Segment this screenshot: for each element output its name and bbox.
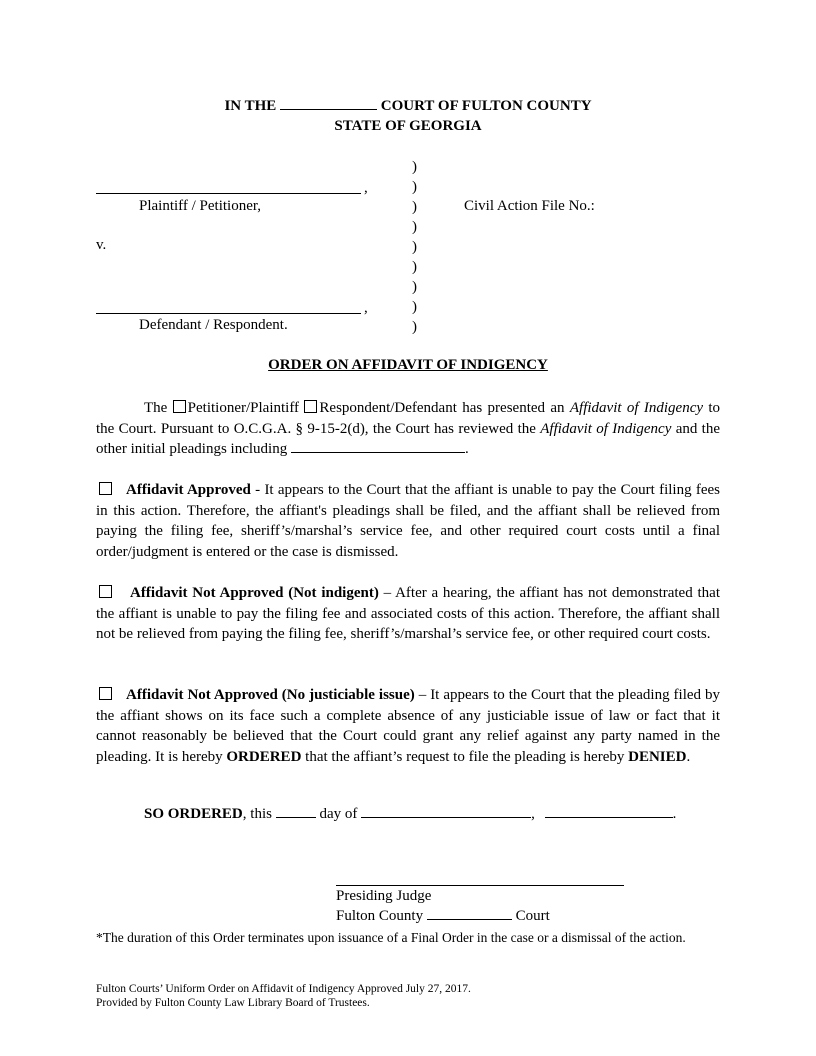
footer-line2: Provided by Fulton County Law Library Board of Trustees.	[96, 997, 370, 1009]
month-blank	[361, 817, 531, 818]
caption-parentheses	[412, 157, 422, 337]
so-ordered-this: , this	[242, 806, 272, 822]
approved-text: - It appears to the Court that the affiant is unable to pay the Court filing fees in this action. Therefore, the affiant's pleadings shall be filed, and the affiant shall be relieved from paying the filing fee, sheriff’s/marshal’s service fee, and other required court costs until a final order/judgment is entered or the case is dismissed.	[96, 482, 721, 560]
state-line: STATE OF GEORGIA	[334, 118, 482, 134]
defendant-name-blank	[96, 300, 361, 314]
day-blank	[276, 817, 316, 818]
affidavit-title-italic-2: Affidavit of Indigency	[540, 420, 672, 437]
intro-paragraph	[96, 398, 720, 460]
fulton-county-label: Fulton County	[336, 908, 424, 924]
respondent-checkbox[interactable]	[304, 400, 317, 413]
page-footer	[96, 982, 471, 1010]
paren: )	[412, 179, 417, 195]
pleadings-blank	[291, 452, 465, 453]
defendant-comma: ,	[364, 300, 368, 316]
approved-checkbox[interactable]	[99, 482, 112, 495]
court-name-blank	[280, 109, 377, 110]
affidavit-title-italic: Affidavit of Indigency	[569, 400, 704, 416]
court-type-blank	[427, 919, 512, 920]
day-of-label: day of	[319, 806, 358, 822]
intro-text1: has presented an	[462, 400, 565, 416]
presiding-judge-label: Presiding Judge	[336, 888, 432, 904]
no-issue-end: .	[686, 748, 691, 765]
no-issue-text1: – It appears to the Court that the pleading filed by the affiant shows on its face such a complete absence of any justiciable issue of law or fact that it cannot reasonably be believed that the Court could grant any relief against any party named in the pleading. It is hereby	[96, 687, 720, 765]
plaintiff-comma: ,	[364, 180, 368, 196]
so-ordered-end: .	[672, 806, 677, 822]
intro-the: The	[144, 400, 168, 416]
intro-end: .	[464, 441, 469, 457]
paren: )	[412, 159, 417, 175]
petitioner-option: Petitioner/Plaintiff	[187, 400, 300, 416]
header-prefix: IN THE	[224, 98, 277, 114]
not-indigent-title: Affidavit Not Approved (Not indigent)	[130, 585, 379, 601]
paren: )	[412, 239, 417, 255]
footnote: *The duration of this Order terminates upon issuance of a Final Order in the case or a dismissal of the action.	[96, 930, 686, 945]
denied-emphasis: DENIED	[628, 748, 687, 765]
no-issue-text2: that the affiant’s request to file the pleading is hereby	[305, 748, 625, 765]
year-blank	[545, 817, 673, 818]
petitioner-checkbox[interactable]	[173, 400, 186, 413]
option-not-indigent	[96, 583, 720, 645]
intro-text3: and the other initial pleadings including	[96, 420, 721, 457]
not-indigent-checkbox[interactable]	[99, 585, 112, 598]
civil-action-label: Civil Action File No.:	[464, 198, 595, 214]
respondent-option: Respondent/Defendant	[319, 400, 457, 416]
header-suffix: COURT OF FULTON COUNTY	[380, 98, 592, 114]
intro-text2: to the Court. Pursuant to O.C.G.A. § 9-15-2(d), the Court has reviewed the	[96, 400, 721, 437]
versus-label: v.	[96, 237, 107, 253]
defendant-label: Defendant / Respondent.	[139, 317, 288, 333]
footer-line1: Fulton Courts’ Uniform Order on Affidavit of Indigency Approved July 27, 2017.	[96, 983, 471, 995]
option-no-justiciable-issue	[96, 685, 720, 767]
order-title: ORDER ON AFFIDAVIT OF INDIGENCY	[268, 357, 548, 373]
no-issue-title: Affidavit Not Approved (No justiciable issue)	[126, 687, 415, 703]
court-header	[150, 96, 666, 136]
so-ordered-line	[144, 806, 676, 823]
plaintiff-name-blank	[96, 180, 361, 194]
paren: )	[412, 199, 417, 215]
no-issue-checkbox[interactable]	[99, 687, 112, 700]
paren: )	[412, 299, 417, 315]
signature-block	[336, 886, 550, 926]
plaintiff-label: Plaintiff / Petitioner,	[139, 198, 262, 214]
so-ordered-label: SO ORDERED	[144, 806, 243, 822]
paren: )	[412, 319, 417, 335]
ordered-emphasis: ORDERED	[226, 748, 302, 765]
not-indigent-text: – After a hearing, the affiant has not demonstrated that the affiant is unable to pay the filing fee and associated costs of this action. Therefore, the affiant shall not be relieved from paying the filing fee, sheriff’s/marshal’s service fee, or other required court costs.	[96, 585, 720, 642]
court-label: Court	[515, 908, 550, 924]
paren: )	[412, 259, 417, 275]
option-approved	[96, 480, 720, 562]
approved-title: Affidavit Approved	[126, 482, 251, 498]
paren: )	[412, 279, 417, 295]
paren: )	[412, 219, 417, 235]
so-ordered-comma: ,	[531, 806, 535, 822]
